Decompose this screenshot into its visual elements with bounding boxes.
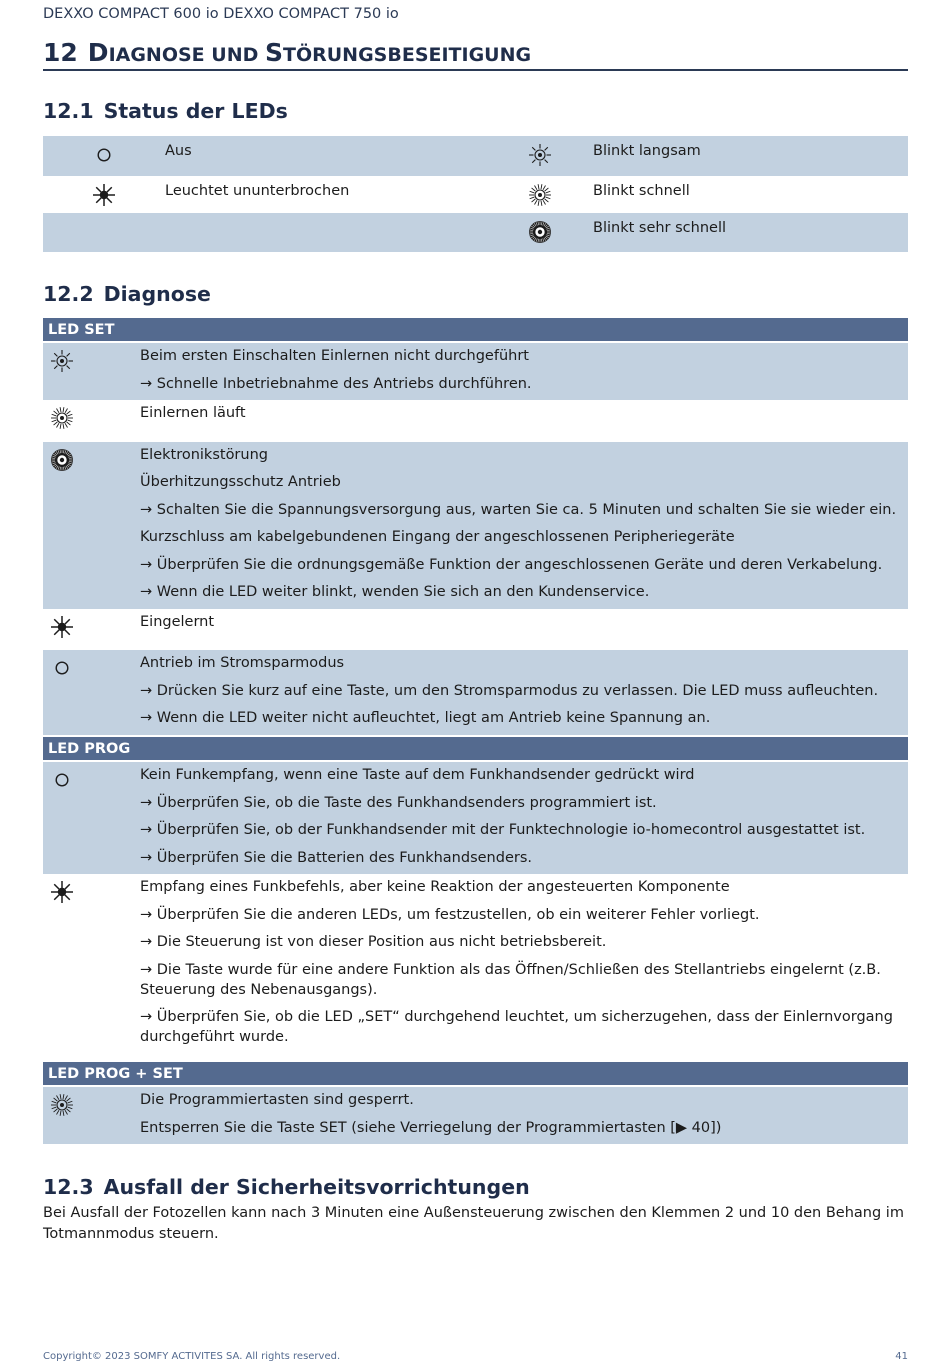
blink-fast-icon bbox=[527, 182, 553, 213]
blink-fast-icon bbox=[49, 405, 140, 442]
table-row bbox=[43, 650, 908, 735]
row-text: → Überprüfen Sie die ordnungsgemäße Funktion der angeschlossenen Geräte und deren Verkabelung. bbox=[140, 556, 883, 573]
row-text: → Schnelle Inbetriebnahme des Antriebs durchführen. bbox=[140, 375, 532, 392]
table-header: LED SET bbox=[43, 318, 908, 343]
row-text: Kurzschluss am kabelgebundenen Eingang der angeschlossenen Peripheriegeräte bbox=[140, 529, 735, 545]
led-on-icon bbox=[49, 879, 140, 916]
row-text: Antrieb im Stromsparmodus bbox=[140, 655, 345, 671]
status-row bbox=[43, 213, 908, 252]
footer-copyright: Copyright© 2023 SOMFY ACTIVITES SA. All rights reserved. bbox=[43, 1351, 341, 1362]
led-off-icon bbox=[91, 142, 117, 176]
row-text: → Überprüfen Sie, ob die Taste des Funkhandsenders programmiert ist. bbox=[140, 794, 657, 811]
status-row bbox=[43, 176, 908, 213]
led-status-table bbox=[43, 136, 908, 252]
section-heading-led-status: 12.1 Status der LEDs bbox=[43, 99, 288, 123]
led-off-icon bbox=[49, 655, 140, 692]
led-prog-set-table bbox=[43, 1062, 908, 1144]
status-row bbox=[43, 136, 908, 176]
status-label: Blinkt schnell bbox=[593, 183, 690, 199]
row-text: → Überprüfen Sie, ob die LED „SET“ durchgehend leuchtet, um sicherzugehen, dass der Einlernvorgang durchgeführt wurde. bbox=[140, 1008, 893, 1045]
row-text: → Die Steuerung ist von dieser Position aus nicht betriebsbereit. bbox=[140, 934, 607, 950]
status-label: Aus bbox=[165, 143, 192, 159]
led-set-table bbox=[43, 318, 908, 735]
blink-slow-icon bbox=[527, 142, 553, 176]
row-text: Eingelernt bbox=[140, 613, 215, 630]
row-text: Überhitzungsschutz Antrieb bbox=[140, 474, 341, 490]
row-text: Empfang eines Funkbefehls, aber keine Reaktion der angesteuerten Komponente bbox=[140, 879, 730, 895]
row-text: Beim ersten Einschalten Einlernen nicht durchgeführt bbox=[140, 348, 529, 364]
table-row bbox=[43, 343, 908, 400]
row-text: Elektronikstörung bbox=[140, 446, 268, 463]
document-header: DEXXO COMPACT 600 io DEXXO COMPACT 750 io bbox=[43, 6, 399, 22]
table-row bbox=[43, 762, 908, 874]
row-text: Kein Funkempfang, wenn eine Taste auf dem Funkhandsender gedrückt wird bbox=[140, 767, 695, 783]
chapter-title: 12 DIAGNOSE UND STÖRUNGSBESEITIGUNG bbox=[43, 38, 908, 71]
row-text: Entsperren Sie die Taste SET (siehe Verriegelung der Programmiertasten [▶ 40]) bbox=[140, 1119, 722, 1136]
row-text: → Wenn die LED weiter nicht aufleuchtet, liegt am Antrieb keine Spannung an. bbox=[140, 710, 711, 726]
row-text: Einlernen läuft bbox=[140, 405, 246, 421]
page-number: 41 bbox=[895, 1351, 908, 1362]
row-text: → Überprüfen Sie die Batterien des Funkhandsenders. bbox=[140, 849, 532, 866]
row-text: → Schalten Sie die Spannungsversorgung aus, warten Sie ca. 5 Minuten und schalten Sie sie wieder ein. bbox=[140, 501, 897, 518]
chapter-number: 12 bbox=[43, 38, 78, 67]
table-row bbox=[43, 874, 908, 1053]
table-header: LED PROG + SET bbox=[43, 1062, 908, 1087]
table-row bbox=[43, 400, 908, 442]
row-text: → Wenn die LED weiter blinkt, wenden Sie sich an den Kundenservice. bbox=[140, 584, 650, 600]
row-text: → Die Taste wurde für eine andere Funktion als das Öffnen/Schließen des Stellantriebs eingelernt (z.B. Steuerung des Nebenausgangs). bbox=[140, 961, 881, 998]
row-text: → Überprüfen Sie, ob der Funkhandsender mit der Funktechnologie io-homecontrol ausgestattet ist. bbox=[140, 822, 866, 838]
led-prog-table bbox=[43, 737, 908, 1053]
blink-very-fast-icon bbox=[49, 447, 140, 484]
status-label: Blinkt langsam bbox=[593, 143, 701, 159]
blink-slow-icon bbox=[49, 348, 140, 385]
row-text: → Überprüfen Sie die anderen LEDs, um festzustellen, ob ein weiterer Fehler vorliegt. bbox=[140, 906, 760, 923]
row-text: → Drücken Sie kurz auf eine Taste, um den Stromsparmodus zu verlassen. Die LED muss aufleuchten. bbox=[140, 682, 879, 699]
table-row bbox=[43, 609, 908, 651]
led-on-icon bbox=[91, 182, 117, 213]
closing-paragraph: Bei Ausfall der Fotozellen kann nach 3 Minuten eine Außensteuerung zwischen den Klemmen 2 und 10 den Behang im Totmannmodus steuern. bbox=[43, 1205, 904, 1242]
row-text: Die Programmiertasten sind gesperrt. bbox=[140, 1092, 414, 1108]
table-row bbox=[43, 442, 908, 609]
table-header: LED PROG bbox=[43, 737, 908, 762]
blink-fast-icon bbox=[49, 1092, 140, 1129]
status-label: Leuchtet ununterbrochen bbox=[165, 183, 350, 199]
blink-very-fast-icon bbox=[527, 219, 553, 252]
section-heading-diagnose: 12.2 Diagnose bbox=[43, 282, 211, 306]
led-off-icon bbox=[49, 767, 140, 804]
status-label: Blinkt sehr schnell bbox=[593, 220, 727, 236]
table-row bbox=[43, 1087, 908, 1144]
section-heading-safety: 12.3 Ausfall der Sicherheitsvorrichtungen bbox=[43, 1175, 530, 1199]
led-on-icon bbox=[49, 614, 140, 651]
